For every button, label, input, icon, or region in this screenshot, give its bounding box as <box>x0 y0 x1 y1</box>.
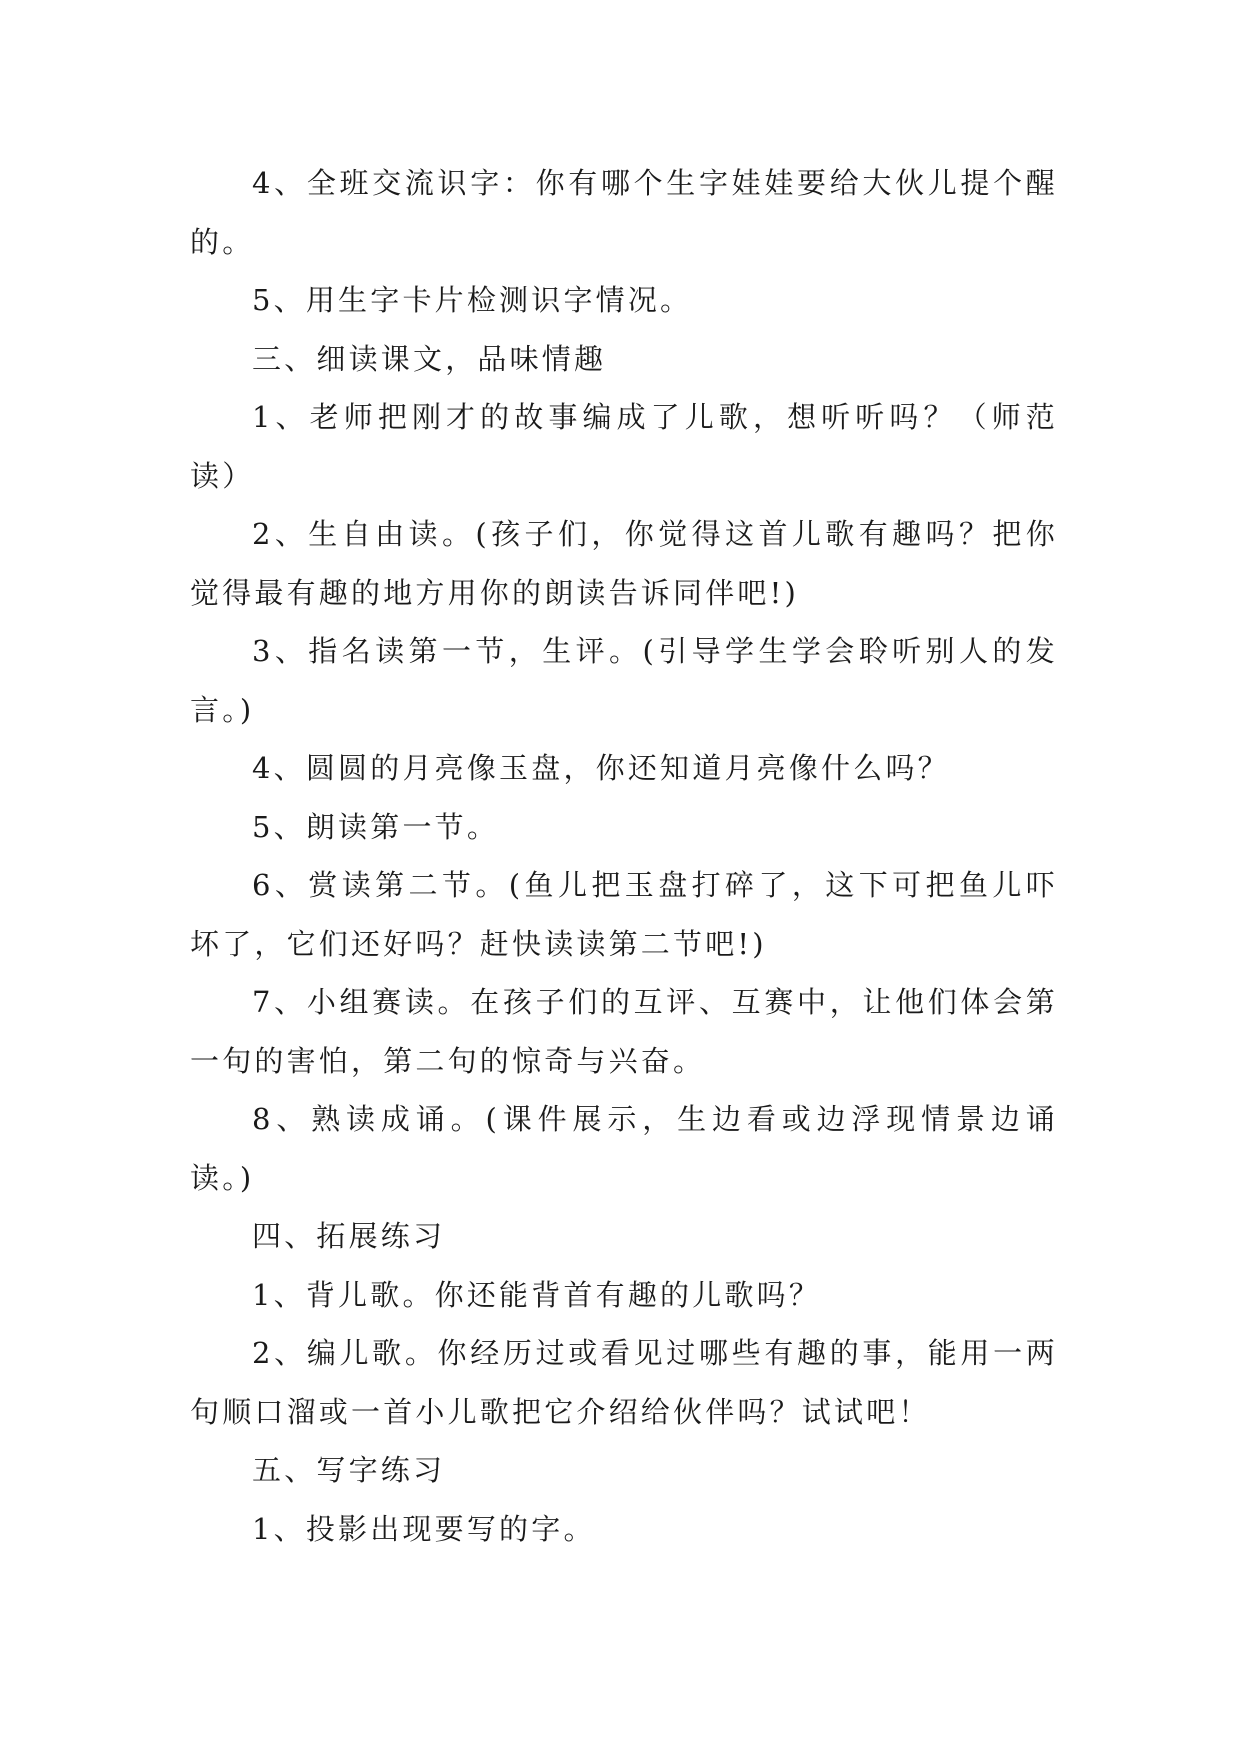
document-body <box>190 154 1058 1558</box>
paragraph-appreciate-section-two: 6、赏读第二节。(鱼儿把玉盘打碎了，这下可把鱼儿吓坏了，它们还好吗？赶快读读第二节吧!) <box>190 868 1058 961</box>
section-heading-extension: 四、拓展练习 <box>252 1219 446 1253</box>
paragraph-recite: 8、熟读成诵。(课件展示，生边看或边浮现情景边诵读。) <box>190 1102 1058 1195</box>
paragraph-teacher-reading: 1、老师把刚才的故事编成了儿歌，想听听吗？（师范读） <box>190 400 1058 493</box>
paragraph-read-section-one: 5、朗读第一节。 <box>252 809 500 844</box>
paragraph-group-contest: 7、小组赛读。在孩子们的互评、互赛中，让他们体会第一句的害怕，第二句的惊奇与兴奋。 <box>190 985 1058 1078</box>
paragraph-free-reading: 2、生自由读。(孩子们，你觉得这首儿歌有趣吗？把你觉得最有趣的地方用你的朗读告诉同伴吧!) <box>190 517 1058 610</box>
paragraph-named-reading: 3、指名读第一节，生评。(引导学生学会聆听别人的发言。) <box>190 634 1058 727</box>
paragraph-projection: 1、投影出现要写的字。 <box>252 1511 596 1546</box>
paragraph-moon-question: 4、圆圆的月亮像玉盘，你还知道月亮像什么吗？ <box>252 751 950 785</box>
paragraph-word-cards: 5、用生字卡片检测识字情况。 <box>252 283 693 317</box>
paragraph-exchange-literacy: 4、全班交流识字：你有哪个生字娃娃要给大伙儿提个醒的。 <box>190 166 1058 259</box>
section-heading-close-reading: 三、细读课文，品味情趣 <box>252 341 607 376</box>
paragraph-compose-rhyme: 2、编儿歌。你经历过或看见过哪些有趣的事，能用一两句顺口溜或一首小儿歌把它介绍给伙伴吗？试试吧！ <box>190 1336 1058 1429</box>
paragraph-recite-rhyme: 1、背儿歌。你还能背首有趣的儿歌吗？ <box>252 1277 822 1312</box>
section-heading-writing: 五、写字练习 <box>252 1453 446 1487</box>
